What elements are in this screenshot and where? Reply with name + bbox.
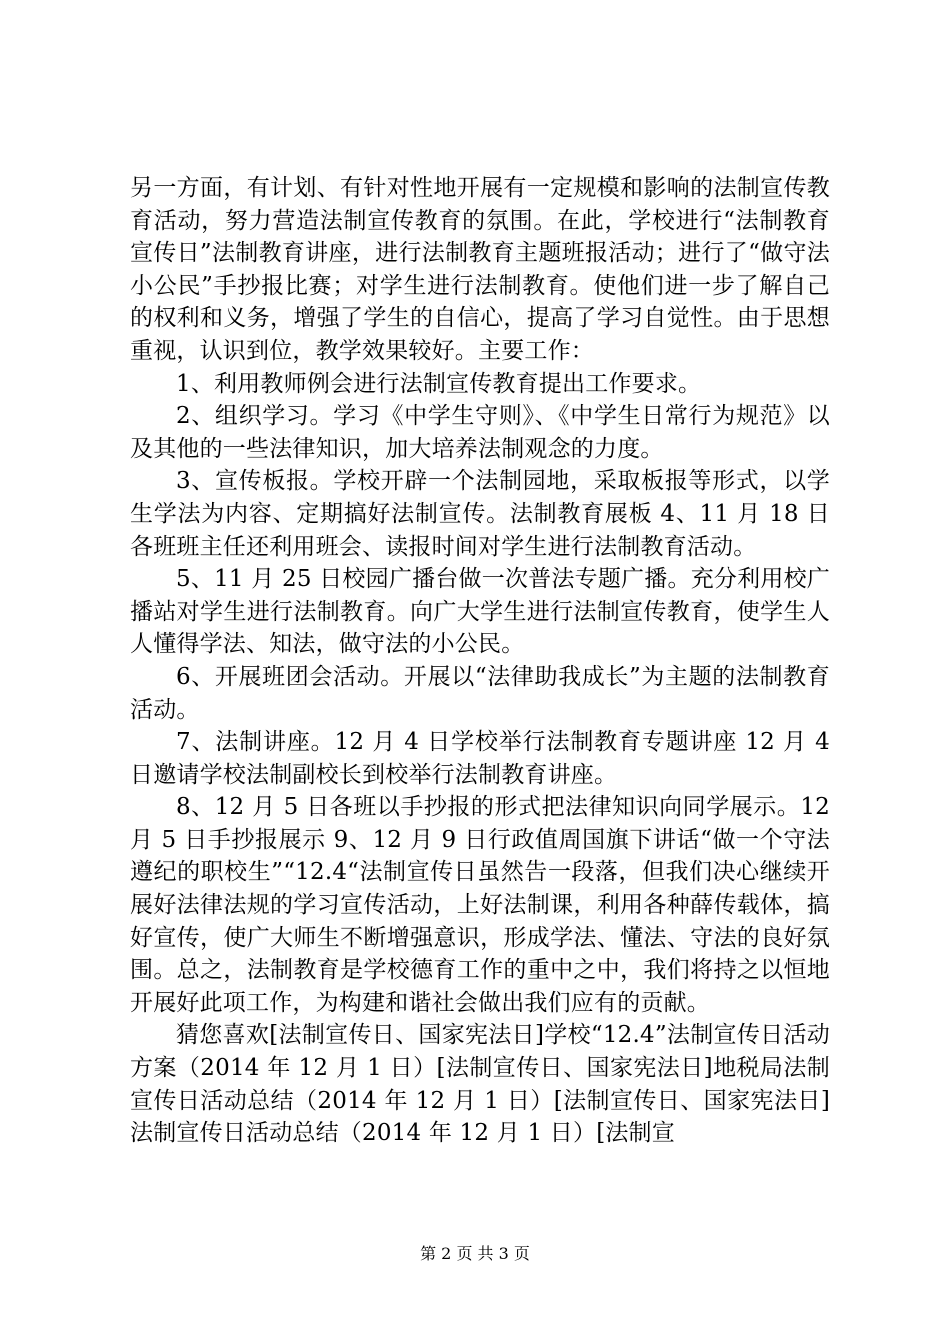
paragraph-item-2: 2、组织学习。学习《中学生守则》、《中学生日常行为规范》以及其他的一些法律知识，加大培养法制观念的力度。 xyxy=(130,403,830,462)
paragraph-item-3: 3、宣传板报。学校开辟一个法制园地，采取板报等形式，以学生学法为内容、定期搞好法制宣传。法制教育展板 4、11 月 18 日各班班主任还利用班会、读报时间对学生进行法制教育活动。 xyxy=(130,468,830,560)
paragraph-related: 猜您喜欢[法制宣传日、国家宪法日]学校“12.4”法制宣传日活动方案（2014 年 12 月 1 日）[法制宣传日、国家宪法日]地税局法制宣传日活动总结（2014 年 12 月 1 日）[法制宣传日、国家宪法日]法制宣传日活动总结（2014 年 12 月 1 日）[法制宣 xyxy=(130,1022,830,1147)
page-number-footer: 第 2 页 共 3 页 xyxy=(420,1244,530,1263)
paragraph-item-7: 7、法制讲座。12 月 4 日学校举行法制教育专题讲座 12 月 4 日邀请学校法制副校长到校举行法制教育讲座。 xyxy=(130,729,830,788)
paragraph-item-8: 8、12 月 5 日各班以手抄报的形式把法律知识向同学展示。12 月 5 日手抄报展示 9、12 月 9 日行政值周国旗下讲话“做一个守法遵纪的职校生”“12.4“法制宣传日虽然告一段落，但我们决心继续开展好法律法规的学习宣传活动，上好法制课，利用各种薛传载体，搞好宣传，使广大师生不断增强意识，形成学法、懂法、守法的良好氛围。总之，法制教育是学校德育工作的重中之中，我们将持之以恒地开展好此项工作，为构建和谐社会做出我们应有的贡献。 xyxy=(130,794,830,1016)
document-body xyxy=(130,172,830,1150)
paragraph-item-6: 6、开展班团会活动。开展以“法律助我成长”为主题的法制教育活动。 xyxy=(130,663,830,723)
paragraph-item-5: 5、11 月 25 日校园广播台做一次普法专题广播。充分利用校广播站对学生进行法制教育。向广大学生进行法制宣传教育，使学生人人懂得学法、知法，做守法的小公民。 xyxy=(130,566,830,658)
paragraph-intro: 另一方面，有计划、有针对性地开展有一定规模和影响的法制宣传教育活动，努力营造法制宣传教育的氛围。在此，学校进行“法制教育宣传日”法制教育讲座，进行法制教育主题班报活动；进行了“做守法小公民”手抄报比赛；对学生进行法制教育。使他们进一步了解自己的权利和义务，增强了学生的自信心，提高了学习自觉性。由于思想重视，认识到位，教学效果较好。主要工作： xyxy=(130,175,830,364)
paragraph-item-1: 1、利用教师例会进行法制宣传教育提出工作要求。 xyxy=(176,370,702,397)
